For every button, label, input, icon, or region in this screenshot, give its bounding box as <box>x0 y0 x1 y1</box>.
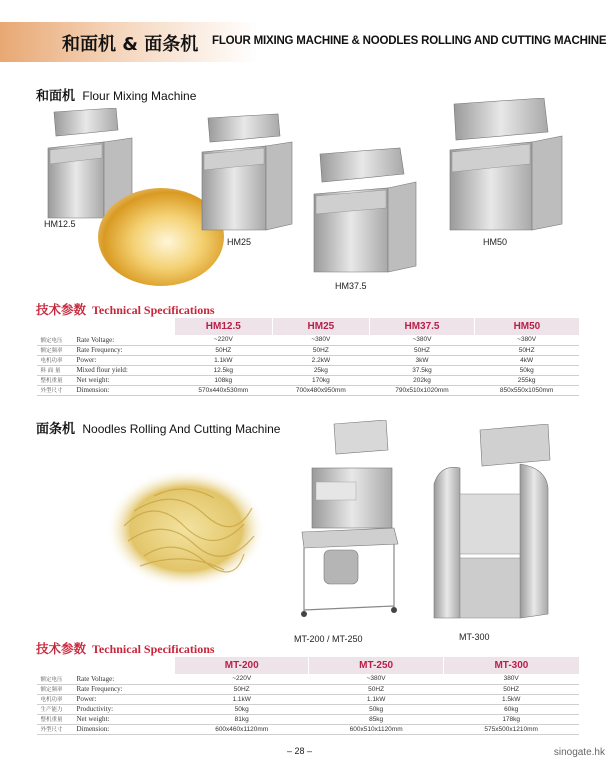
row-label-cn: 额定频率 <box>37 684 77 694</box>
row-label-cn: 电机功率 <box>37 694 77 704</box>
header-cell-blank <box>37 318 77 335</box>
row-label-en: Dimension: <box>77 385 175 395</box>
table-cell: 255kg <box>474 375 579 385</box>
row-label-en: Power: <box>77 694 175 704</box>
table-cell: 50kg <box>175 704 309 714</box>
mixing-specs-heading-cn: 技术参数 <box>36 302 87 317</box>
column-header: HM37.5 <box>370 318 475 335</box>
table-cell: 50HZ <box>443 684 579 694</box>
header-cell-blank <box>77 318 175 335</box>
noodle-section-title <box>36 418 280 437</box>
model-label-mt-200-mt-250: MT-200 / MT-250 <box>294 634 363 644</box>
column-header: HM50 <box>474 318 579 335</box>
mixer-hm25-image <box>200 112 294 232</box>
row-label-en: Mixed flour yield: <box>77 365 175 375</box>
table-row <box>37 714 580 724</box>
table-cell: 85kg <box>309 714 443 724</box>
table-row <box>37 385 580 395</box>
table-cell: 170kg <box>272 375 370 385</box>
table-cell: 1.5kW <box>443 694 579 704</box>
table-cell: ~380V <box>370 335 475 345</box>
row-label-en: Rate Frequency: <box>77 345 175 355</box>
table-cell: 50HZ <box>309 684 443 694</box>
mixing-section-title <box>36 85 196 104</box>
table-cell: 12.5kg <box>175 365 273 375</box>
row-label-cn: 额定电压 <box>37 335 77 345</box>
table-cell: 50kg <box>309 704 443 714</box>
noodle-machine-mt-300-image <box>430 424 554 620</box>
table-row <box>37 674 580 684</box>
row-label-cn: 料 面 量 <box>37 365 77 375</box>
table-cell: 60kg <box>443 704 579 714</box>
column-header: HM25 <box>272 318 370 335</box>
table-cell: 600x510x1120mm <box>309 724 443 734</box>
table-cell: 790x510x1020mm <box>370 385 475 395</box>
table-cell: 25kg <box>272 365 370 375</box>
table-row <box>37 724 580 734</box>
table-cell: 2.2kW <box>272 355 370 365</box>
row-label-en: Dimension: <box>77 724 175 734</box>
table-cell: 600x460x1120mm <box>175 724 309 734</box>
table-header-row <box>37 657 580 674</box>
fresh-noodles-photo <box>104 466 268 592</box>
row-label-en: Net weight: <box>77 375 175 385</box>
table-row <box>37 355 580 365</box>
header-title-cn: 和面机 & 面条机 <box>62 34 199 55</box>
table-cell: 37.5kg <box>370 365 475 375</box>
noodle-specs-heading-en: Technical Specifications <box>92 642 215 656</box>
table-header-row <box>37 318 580 335</box>
column-header: HM12.5 <box>175 318 273 335</box>
row-label-en: Net weight: <box>77 714 175 724</box>
row-label-cn: 外型尺寸 <box>37 385 77 395</box>
table-cell: ~220V <box>175 674 309 684</box>
table-row <box>37 375 580 385</box>
table-cell: ~380V <box>309 674 443 684</box>
page-number: – 28 – <box>287 746 313 756</box>
noodle-title-cn: 面条机 <box>36 422 76 437</box>
table-row <box>37 365 580 375</box>
table-cell: 3kW <box>370 355 475 365</box>
header-cell-blank <box>37 657 77 674</box>
model-label-mt-300: MT-300 <box>459 632 490 642</box>
table-row <box>37 345 580 355</box>
row-label-cn: 额定频率 <box>37 345 77 355</box>
row-label-cn: 额定电压 <box>37 674 77 684</box>
watermark: sinogate.hk <box>553 747 605 758</box>
table-cell: 202kg <box>370 375 475 385</box>
row-label-cn: 生产能力 <box>37 704 77 714</box>
header-title-en: FLOUR MIXING MACHINE & NOODLES ROLLING AND CUTTING MACHINE <box>212 35 607 47</box>
table-cell: ~380V <box>474 335 579 345</box>
table-cell: 178kg <box>443 714 579 724</box>
table-cell: 81kg <box>175 714 309 724</box>
model-label-hm50: HM50 <box>483 237 508 247</box>
row-label-en: Rate Voltage: <box>77 335 175 345</box>
table-cell: 50HZ <box>175 345 273 355</box>
header-cell-blank <box>77 657 175 674</box>
table-cell: 50HZ <box>474 345 579 355</box>
noodle-machine-mt-200-image <box>294 420 404 620</box>
mixer-hm37-5-image <box>312 146 418 274</box>
row-label-en: Rate Frequency: <box>77 684 175 694</box>
table-cell: 50HZ <box>370 345 475 355</box>
table-cell: 108kg <box>175 375 273 385</box>
model-label-hm37-5: HM37.5 <box>335 281 367 291</box>
row-label-cn: 整机重量 <box>37 375 77 385</box>
table-cell: 50HZ <box>175 684 309 694</box>
row-label-cn: 电机功率 <box>37 355 77 365</box>
mixer-hm50-image <box>448 98 564 232</box>
row-label-en: Power: <box>77 355 175 365</box>
column-header: MT-200 <box>175 657 309 674</box>
table-row <box>37 694 580 704</box>
mixing-title-cn: 和面机 <box>36 89 76 104</box>
mixing-specs-table <box>36 318 579 396</box>
column-header: MT-300 <box>443 657 579 674</box>
column-header: MT-250 <box>309 657 443 674</box>
noodle-specs-heading-cn: 技术参数 <box>36 641 87 656</box>
table-cell: ~380V <box>272 335 370 345</box>
table-row <box>37 335 580 345</box>
row-label-en: Productivity: <box>77 704 175 714</box>
table-cell: 380V <box>443 674 579 684</box>
table-cell: 1.1kW <box>175 355 273 365</box>
table-cell: 1.1kW <box>309 694 443 704</box>
table-cell: 570x440x530mm <box>175 385 273 395</box>
table-cell: 850x550x1050mm <box>474 385 579 395</box>
table-cell: 50kg <box>474 365 579 375</box>
table-row <box>37 704 580 714</box>
table-cell: 1.1kW <box>175 694 309 704</box>
noodle-specs-heading <box>36 639 215 657</box>
table-cell: 4kW <box>474 355 579 365</box>
row-label-cn: 整机重量 <box>37 714 77 724</box>
table-cell: ~220V <box>175 335 273 345</box>
table-cell: 700x480x950mm <box>272 385 370 395</box>
header-band <box>0 22 613 62</box>
table-row <box>37 684 580 694</box>
noodle-title-en: Noodles Rolling And Cutting Machine <box>82 422 281 436</box>
noodle-specs-table <box>36 657 579 735</box>
table-cell: 575x500x1210mm <box>443 724 579 734</box>
mixing-specs-heading-en: Technical Specifications <box>92 303 215 317</box>
row-label-cn: 外型尺寸 <box>37 724 77 734</box>
model-label-hm12-5: HM12.5 <box>44 219 76 229</box>
mixing-specs-heading <box>36 300 215 318</box>
model-label-hm25: HM25 <box>227 237 252 247</box>
row-label-en: Rate Voltage: <box>77 674 175 684</box>
mixing-title-en: Flour Mixing Machine <box>82 89 197 103</box>
table-cell: 50HZ <box>272 345 370 355</box>
